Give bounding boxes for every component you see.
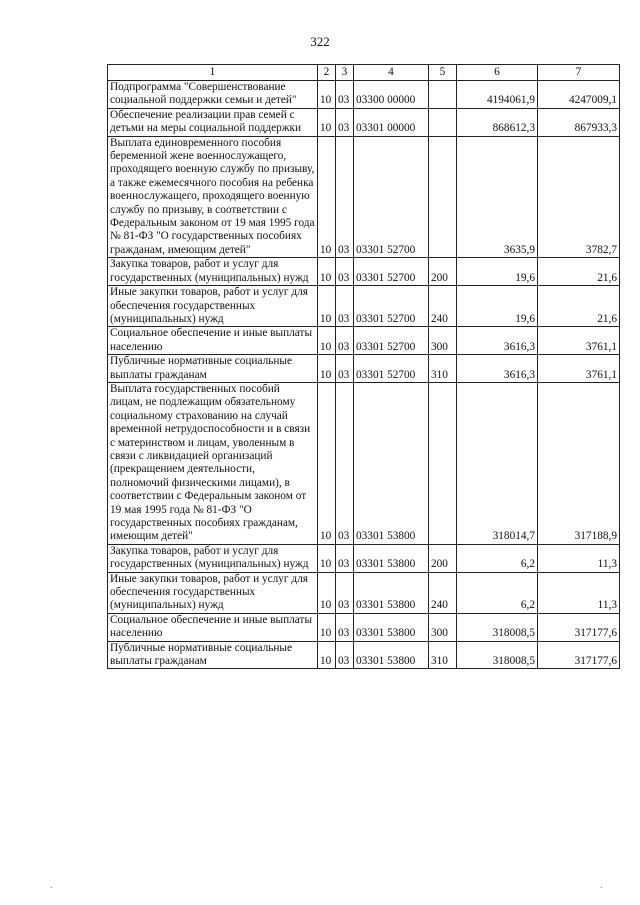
row-amount-year-1: 318008,5 [457, 613, 538, 641]
row-amount-year-2: 867933,3 [538, 108, 620, 136]
row-expense-type [429, 81, 457, 109]
row-subsection: 03 [336, 382, 354, 544]
row-target-article: 03301 52700 [354, 136, 429, 258]
row-amount-year-1: 3635,9 [457, 136, 538, 258]
row-section: 10 [318, 613, 336, 641]
header-col-2: 2 [318, 65, 336, 81]
row-target-article: 03301 52700 [354, 286, 429, 327]
row-amount-year-2: 21,6 [538, 258, 620, 286]
table-row [108, 355, 620, 383]
row-amount-year-2: 11,3 [538, 572, 620, 613]
row-amount-year-1: 19,6 [457, 286, 538, 327]
row-expense-type: 300 [429, 613, 457, 641]
row-subsection: 03 [336, 613, 354, 641]
table-row [108, 136, 620, 258]
row-section: 10 [318, 355, 336, 383]
row-name: Подпрограмма "Совершенствование социальной поддержки семьи и детей" [108, 81, 318, 109]
row-section: 10 [318, 108, 336, 136]
header-col-1: 1 [108, 65, 318, 81]
row-expense-type: 240 [429, 286, 457, 327]
row-subsection: 03 [336, 355, 354, 383]
header-col-5: 5 [429, 65, 457, 81]
row-name: Социальное обеспечение и иные выплаты населению [108, 613, 318, 641]
table-row [108, 258, 620, 286]
row-subsection: 03 [336, 108, 354, 136]
row-section: 10 [318, 544, 336, 572]
row-name: Выплата единовременного пособия беременной жене военнослужащего, проходящего военную службу по призыву, а также ежемесячного пособия на ребенка военнослужащего, проходящего военную службу по призыву, в соответствии с Федеральным законом от 19 мая 1995 года № 81-ФЗ "О государственных пособиях гражданам, имеющим детей" [108, 136, 318, 258]
row-expense-type: 310 [429, 641, 457, 669]
table-row [108, 108, 620, 136]
row-amount-year-2: 11,3 [538, 544, 620, 572]
header-col-3: 3 [336, 65, 354, 81]
table-row [108, 327, 620, 355]
scan-dot: . [600, 880, 603, 891]
row-subsection: 03 [336, 258, 354, 286]
table-row [108, 544, 620, 572]
row-subsection: 03 [336, 136, 354, 258]
row-expense-type: 300 [429, 327, 457, 355]
row-expense-type: 240 [429, 572, 457, 613]
row-amount-year-1: 318014,7 [457, 382, 538, 544]
row-amount-year-1: 6,2 [457, 572, 538, 613]
header-col-6: 6 [457, 65, 538, 81]
row-subsection: 03 [336, 286, 354, 327]
row-section: 10 [318, 327, 336, 355]
row-section: 10 [318, 258, 336, 286]
table-row [108, 572, 620, 613]
budget-table [107, 64, 620, 669]
table-row [108, 613, 620, 641]
row-section: 10 [318, 81, 336, 109]
row-name: Выплата государственных пособий лицам, не подлежащим обязательному социальному страхованию на случай временной нетрудоспособности и в связи с материнством и лицам, уволенным в связи с ликвидацией организаций (прекращением деятельности, полномочий физическими лицами), в соответствии с Федеральным законом от 19 мая 1995 года № 81-ФЗ "О государственных пособиях гражданам, имеющим детей" [108, 382, 318, 544]
row-amount-year-1: 318008,5 [457, 641, 538, 669]
row-expense-type: 200 [429, 258, 457, 286]
scan-dot: . [50, 880, 53, 891]
page-number: 322 [310, 34, 330, 49]
table-row [108, 286, 620, 327]
row-subsection: 03 [336, 544, 354, 572]
row-name: Закупка товаров, работ и услуг для государственных (муниципальных) нужд [108, 544, 318, 572]
header-col-4: 4 [354, 65, 429, 81]
row-amount-year-1: 3616,3 [457, 355, 538, 383]
row-amount-year-2: 317177,6 [538, 641, 620, 669]
row-amount-year-2: 3761,1 [538, 327, 620, 355]
row-amount-year-2: 3782,7 [538, 136, 620, 258]
row-section: 10 [318, 572, 336, 613]
row-expense-type [429, 382, 457, 544]
row-target-article: 03301 52700 [354, 355, 429, 383]
row-section: 10 [318, 641, 336, 669]
row-section: 10 [318, 286, 336, 327]
row-expense-type: 310 [429, 355, 457, 383]
header-row [108, 65, 620, 81]
row-name: Социальное обеспечение и иные выплаты населению [108, 327, 318, 355]
row-amount-year-2: 317188,9 [538, 382, 620, 544]
row-target-article: 03300 00000 [354, 81, 429, 109]
row-target-article: 03301 00000 [354, 108, 429, 136]
row-name: Закупка товаров, работ и услуг для государственных (муниципальных) нужд [108, 258, 318, 286]
row-amount-year-1: 4194061,9 [457, 81, 538, 109]
row-subsection: 03 [336, 327, 354, 355]
row-target-article: 03301 53800 [354, 572, 429, 613]
row-target-article: 03301 52700 [354, 327, 429, 355]
row-amount-year-1: 3616,3 [457, 327, 538, 355]
row-target-article: 03301 53800 [354, 382, 429, 544]
row-name: Публичные нормативные социальные выплаты гражданам [108, 355, 318, 383]
row-target-article: 03301 53800 [354, 613, 429, 641]
header-col-7: 7 [538, 65, 620, 81]
table-row [108, 641, 620, 669]
row-subsection: 03 [336, 572, 354, 613]
row-subsection: 03 [336, 641, 354, 669]
row-amount-year-2: 21,6 [538, 286, 620, 327]
row-amount-year-2: 317177,6 [538, 613, 620, 641]
row-section: 10 [318, 382, 336, 544]
table-row [108, 81, 620, 109]
row-name: Публичные нормативные социальные выплаты гражданам [108, 641, 318, 669]
row-amount-year-2: 3761,1 [538, 355, 620, 383]
row-expense-type [429, 108, 457, 136]
row-expense-type: 200 [429, 544, 457, 572]
row-section: 10 [318, 136, 336, 258]
row-name: Иные закупки товаров, работ и услуг для обеспечения государственных (муниципальных) нужд [108, 572, 318, 613]
row-target-article: 03301 52700 [354, 258, 429, 286]
row-name: Иные закупки товаров, работ и услуг для обеспечения государственных (муниципальных) нужд [108, 286, 318, 327]
row-expense-type [429, 136, 457, 258]
row-amount-year-1: 19,6 [457, 258, 538, 286]
row-amount-year-2: 4247009,1 [538, 81, 620, 109]
row-amount-year-1: 868612,3 [457, 108, 538, 136]
row-name: Обеспечение реализации прав семей с детьми на меры социальной поддержки [108, 108, 318, 136]
table-row [108, 382, 620, 544]
row-amount-year-1: 6,2 [457, 544, 538, 572]
row-target-article: 03301 53800 [354, 544, 429, 572]
row-target-article: 03301 53800 [354, 641, 429, 669]
row-subsection: 03 [336, 81, 354, 109]
